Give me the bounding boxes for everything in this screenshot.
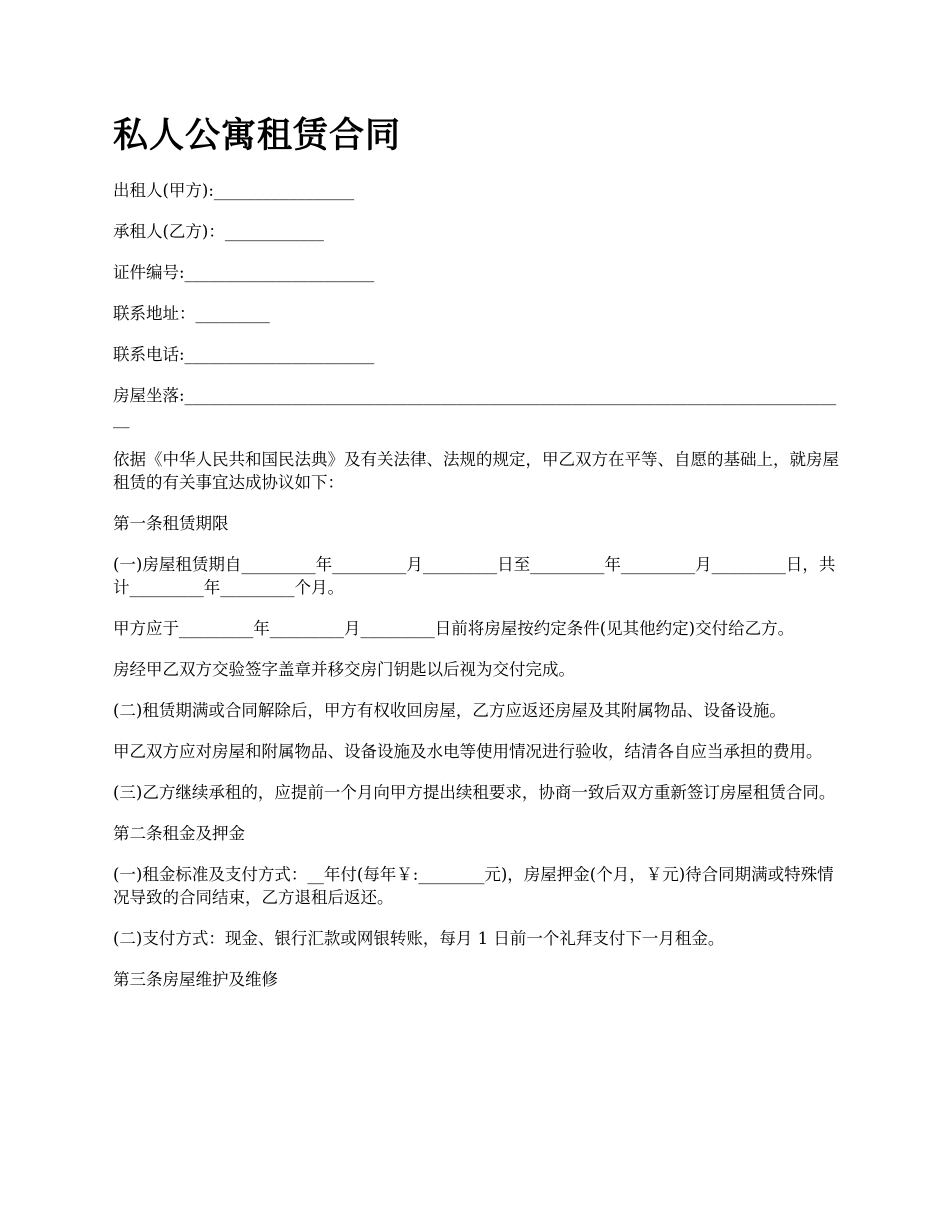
lessee-field: 承租人(乙方)：____________: [113, 222, 324, 241]
payment-method-paragraph: (二)支付方式：现金、银行汇款或网银转账，每月 1 日前一个礼拜支付下一月租金。: [113, 929, 725, 948]
contact-phone-field: 联系电话:_______________________: [113, 345, 375, 364]
document-page: [113, 112, 841, 1009]
property-location-field: 房屋坐落:_________________________________________________________________________________: [113, 386, 837, 428]
article-1-heading: 第一条租赁期限: [113, 514, 229, 533]
lease-term-paragraph: (一)房屋租赁期自_________年_________月_________日至_________年_________月_________日，共计_________年_________个月。: [113, 555, 836, 597]
document-title: 私人公寓租赁合同: [113, 115, 402, 156]
renewal-paragraph: (三)乙方继续承租的，应提前一个月向甲方提出续租要求，协商一致后双方重新签订房屋租赁合同。: [113, 783, 836, 802]
id-number-field: 证件编号:_______________________: [113, 263, 375, 282]
article-2-heading: 第二条租金及押金: [113, 824, 245, 843]
lessor-field: 出租人(甲方):_________________: [113, 181, 355, 200]
preamble-paragraph: 依据《中华人民共和国民法典》及有关法律、法规的规定，甲乙双方在平等、自愿的基础上，就房屋租赁的有关事宜达成协议如下：: [113, 450, 839, 492]
article-3-heading: 第三条房屋维护及维修: [113, 970, 278, 989]
handover-complete-paragraph: 房经甲乙双方交验签字盖章并移交房门钥匙以后视为交付完成。: [113, 660, 575, 679]
rent-standard-paragraph: (一)租金标准及支付方式：__年付(每年￥:________元)，房屋押金(个月，￥元)待合同期满或特殊情况导致的合同结束，乙方退租后返还。: [113, 865, 834, 907]
inspection-paragraph: 甲乙双方应对房屋和附属物品、设备设施及水电等使用情况进行验收，结清各自应当承担的费用。: [113, 742, 823, 761]
handover-date-paragraph: 甲方应于_________年_________月_________日前将房屋按约定条件(见其他约定)交付给乙方。: [113, 619, 795, 638]
lease-expiry-paragraph: (二)租赁期满或合同解除后，甲方有权收回房屋，乙方应返还房屋及其附属物品、设备设施。: [113, 701, 786, 720]
contact-address-field: 联系地址：_________: [113, 304, 270, 323]
